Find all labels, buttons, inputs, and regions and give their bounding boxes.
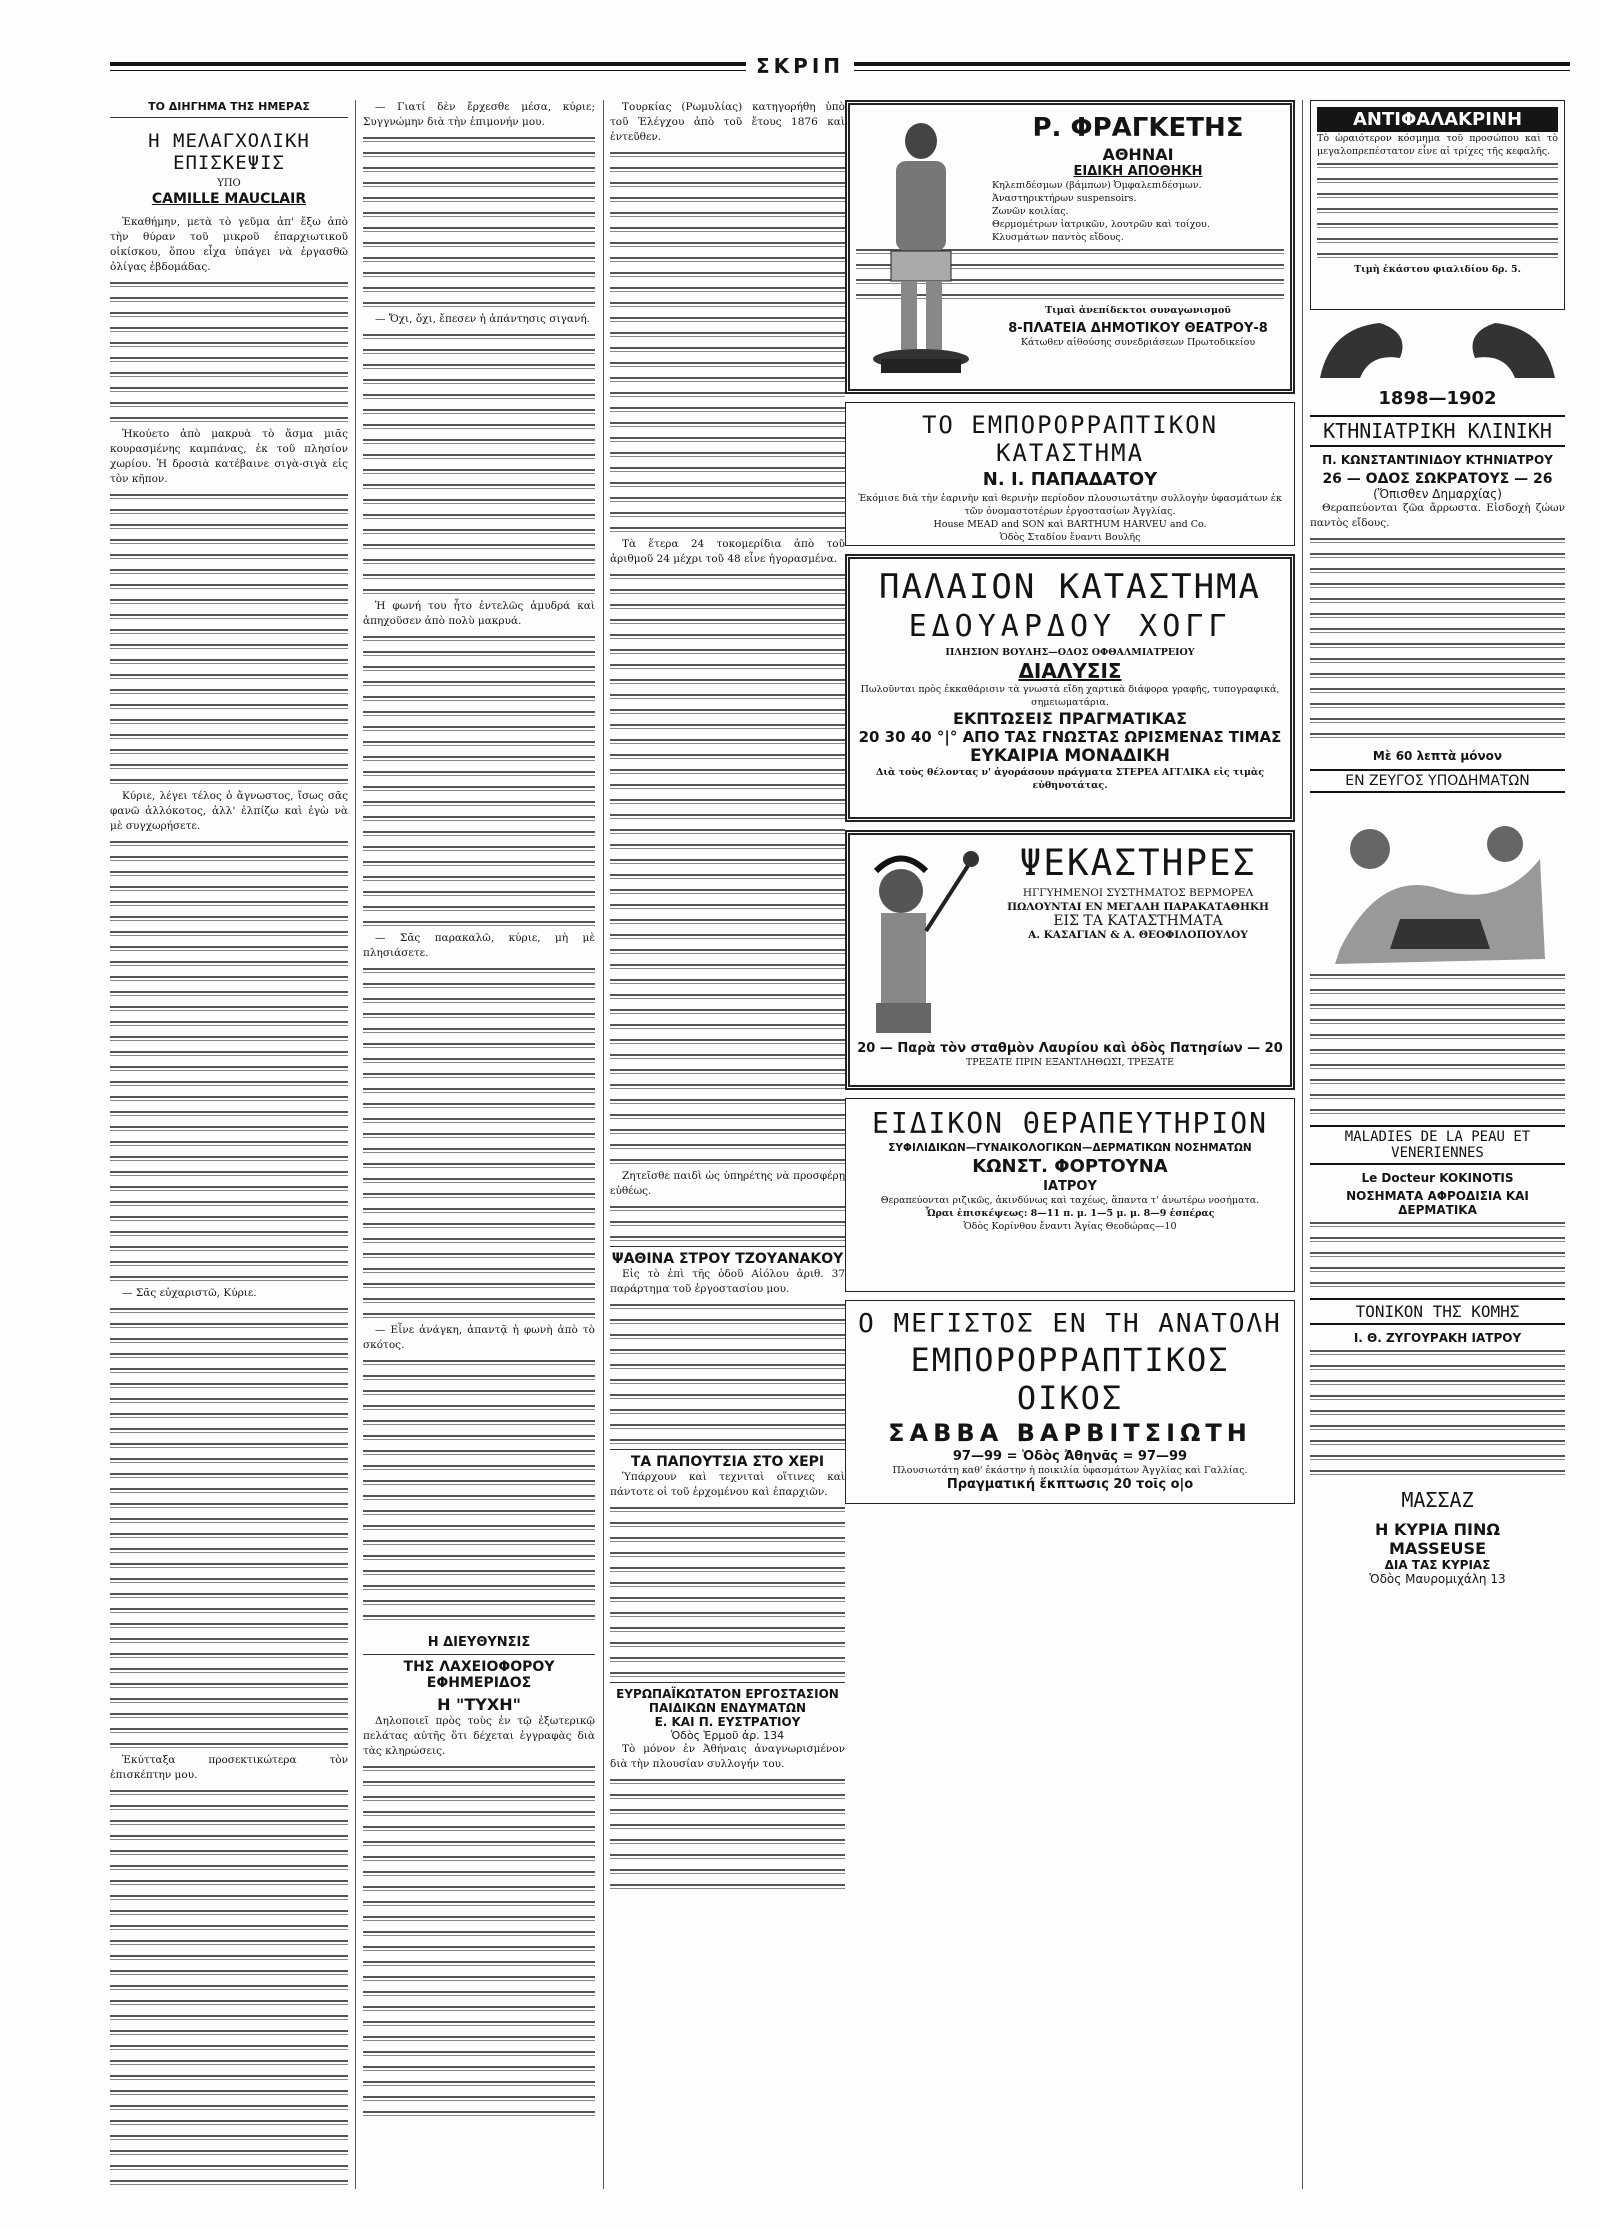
shoes-body — [610, 1470, 845, 1682]
hogg-address: ΠΛΗΣΙΟΝ ΒΟΥΛΗΣ—ΟΔΟΣ ΟΦΘΑΛΜΙΑΤΡΕΙΟΥ — [945, 647, 1195, 658]
clinic-title: ΚΤΗΝΙΑΤΡΙΚΗ ΚΛΙΝΙΚΗ — [1310, 415, 1565, 447]
column-divider — [1302, 100, 1303, 2189]
therapeftirion-doctor: ΚΩΝΣΤ. ΦΟΡΤΟΥΝΑ — [972, 1156, 1168, 1177]
announcement-paper-name: Η "ΤΥΧΗ" — [437, 1695, 521, 1714]
story-paragraph: — Σᾶς παρακαλῶ, κύριε, μὴ μὲ πλησιάσετε. — [363, 932, 595, 959]
frangketis-address: 8-ΠΛΑΤΕΙΑ ΔΗΜΟΤΙΚΟΥ ΘΕΑΤΡΟΥ-8 — [1008, 321, 1268, 336]
statue-illustration — [856, 111, 986, 381]
masthead-title: ΣΚΡΙΠ — [746, 54, 854, 78]
tonic-doctor: Ι. Θ. ΖΥΓΟΥΡΑΚΗ ΙΑΤΡΟΥ — [1353, 1331, 1522, 1345]
ad-therapeftirion — [845, 1098, 1295, 1292]
factory-owner: Ε. ΚΑΙ Π. ΕΥΣΤΡΑΤΙΟΥ — [654, 1715, 801, 1729]
story-paragraph: Ἐκαθήμην, μετὰ τὸ γεῦμα ἀπ' ἔξω ἀπὸ τὴν θύραν τοῦ μικροῦ ἐπαρχιωτικοῦ οἰκίσκου, ὅπου εἶχα ὑπάγει νὰ ἐργασθῶ ὀλίγας ἑβδομάδας. — [110, 216, 348, 273]
shop-heading: ΨΑΘΙΝΑ ΣΤΡΟΥ ΤΖΟΥΑΝΑΚΟΥ — [610, 1246, 845, 1267]
massage-address: Ὁδὸς Μαυρομιχάλη 13 — [1369, 1572, 1506, 1586]
afrodisia-body — [1310, 1217, 1565, 1292]
sprayer-man-illustration — [856, 841, 986, 1041]
frangketis-item: Θερμομέτρων ἰατρικῶν, λουτρῶν καὶ τοίχου. — [992, 219, 1210, 230]
frangketis-subtitle: ΕΙΔΙΚΗ ΑΠΟΘΗΚΗ — [1073, 164, 1203, 179]
story-author: CAMILLE MAUCLAIR — [151, 191, 307, 207]
story-body-continued — [363, 100, 595, 1625]
story-paragraph: — Εἶνε ἀνάγκη, ἀπαντᾷ ἡ φωνὴ ἀπὸ τὸ σκότος. — [363, 1324, 595, 1351]
frangketis-item: Κηλεπιδέσμων (βάμπων) Ὀμφαλεπιδέσμων. — [992, 180, 1202, 191]
therapeftirion-text: Θεραπεύονται ριζικῶς, ἀκινδύνως καὶ ταχέως, ἅπαντα τ' ἀνωτέρω νοσήματα. — [880, 1195, 1260, 1206]
shoes-price: Μὲ 60 λεπτὰ μόνον — [1372, 749, 1503, 763]
maladies-doctor: Le Docteur KOKINOTIS — [1361, 1171, 1514, 1185]
therapeftirion-role: ΙΑΤΡΟΥ — [1043, 1179, 1097, 1194]
story-title: Η ΜΕΛΑΓΧΟΛΙΚΗ ΕΠΙΣΚΕΨΙΣ — [148, 130, 310, 174]
story-body — [110, 215, 348, 2189]
factory-address: Ὁδὸς Ἑρμοῦ ἀρ. 134 — [670, 1729, 785, 1742]
factory-body — [610, 1742, 845, 1894]
hogg-text: Πωλοῦνται πρὸς ἐκκαθάρισιν τὰ γνωστὰ εἴδη χαρτικὰ διάφορα γραφῆς, τυπογραφικά, σημειωματάρια. — [860, 684, 1280, 708]
ad-hogg — [845, 554, 1295, 822]
story-paragraph: Ἐκύτταξα προσεκτικώτερα τὸν ἐπισκέπτην μου. — [110, 1754, 348, 1781]
papadatou-text: Ἐκόμισε διὰ τὴν ἐαρινὴν καὶ θερινὴν περίοδον πλουσιωτάτην συλλογὴν ὑφασμάτων ἐκ τῶν ὀνομαστοτέρων ἐργοστασίων Ἀγγλίας. — [858, 493, 1282, 517]
psekastires-shops: Α. ΚΑΣΑΓΙΑΝ & Α. ΘΕΟΦΙΛΟΠΟΥΛΟΥ — [1028, 929, 1248, 941]
factory-paragraph: Τὸ μόνον ἐν Ἀθήναις ἀναγνωρισμένον διὰ τὴν πλουσίαν συλλογήν του. — [610, 1743, 845, 1770]
hogg-percent: 20 30 40 °|° ΑΠΟ ΤΑΣ ΓΝΩΣΤΑΣ ΩΡΙΣΜΕΝΑΣ ΤΙΜΑΣ — [858, 728, 1282, 746]
shoes-offer: ΕΝ ΖΕΥΓΟΣ ΥΠΟΔΗΜΑΤΩΝ — [1310, 769, 1565, 793]
news-paragraph: Ζητεῖσθε παιδὶ ὡς ὑπηρέτης νὰ προσφέρῃ εὐθέως. — [610, 1170, 845, 1197]
frangketis-item: Κλυσμάτων παντὸς εἴδους. — [992, 232, 1124, 243]
announcement-body — [363, 1714, 595, 2121]
varvitsiotis-title: Ο ΜΕΓΙΣΤΟΣ ΕΝ ΤΗ ΑΝΑΤΟΛΗ — [858, 1309, 1282, 1339]
ad-antifalakrini — [1310, 100, 1565, 310]
therapeftirion-title: ΕΙΔΙΚΟΝ ΘΕΡΑΠΕΥΤΗΡΙΟΝ — [871, 1107, 1268, 1140]
factory-heading: ΕΥΡΩΠΑΪΚΩΤΑΤΟΝ ΕΡΓΟΣΤΑΣΙΟΝ ΠΑΙΔΙΚΩΝ ΕΝΔΥΜΑΤΩΝ — [610, 1682, 845, 1715]
clinic-years: 1898—1902 — [1378, 388, 1497, 409]
papadatou-name: Ν. Ι. ΠΑΠΑΔΑΤΟΥ — [982, 469, 1158, 490]
story-paragraph: — Γιατί δὲν ἔρχεσθε μέσα, κύριε; Συγγνώμην διὰ τὴν ἐπιμονήν μου. — [363, 101, 595, 128]
news-body — [610, 100, 845, 1246]
ad-frangketis — [845, 100, 1295, 394]
massage-role: MASSEUSE — [1388, 1539, 1486, 1558]
column-story-continued — [363, 100, 595, 2189]
varvitsiotis-discount: Πραγματική ἔκπτωσις 20 τοῖς ο|ο — [946, 1477, 1194, 1492]
clinic-address: 26 — ΟΔΟΣ ΣΩΚΡΑΤΟΥΣ — 26 — [1322, 471, 1553, 487]
massage-name: Η ΚΥΡΙΑ ΠΙΝΩ — [1375, 1520, 1500, 1539]
massage-title: ΜΑΣΣΑΖ — [1401, 1488, 1474, 1512]
massage-audience: ΔΙΑ ΤΑΣ ΚΥΡΙΑΣ — [1384, 1558, 1491, 1572]
frangketis-item: Ζωνῶν κοιλίας. — [992, 206, 1069, 217]
shoes-paragraph: Ὑπάρχουν καὶ τεχνιταὶ οἵτινες καὶ πάντοτε οἱ τοῦ ἐρχομένου καὶ ἐπαρχιῶν. — [610, 1471, 845, 1498]
varvitsiotis-name: ΣΑΒΒΑ ΒΑΡΒΙΤΣΙΩΤΗ — [888, 1419, 1252, 1447]
shoe-sale-illustration — [1310, 799, 1565, 969]
papadatou-address: Ὁδὸς Σταδίου ἔναντι Βουλῆς — [999, 532, 1141, 543]
hogg-opportunity: ΕΥΚΑΙΡΙΑ ΜΟΝΑΔΙΚΗ — [969, 746, 1171, 766]
therapeftirion-hours: Ὧραι ἐπισκέψεως: 8—11 π. μ. 1—5 μ. μ. 8—9 ἑσπέρας — [925, 1208, 1215, 1219]
shoes-heading: ΤΑ ΠΑΠΟΥΤΣΙΑ ΣΤΟ ΧΕΡΙ — [610, 1449, 845, 1470]
story-paragraph: Ἡ φωνή του ἦτο ἐντελῶς ἀμυδρά καὶ ἀπηχοῦσεν ἀπὸ πολὺ μακρυά. — [363, 600, 595, 627]
byline-prefix: ΥΠΟ — [217, 178, 241, 189]
psekastires-address: 20 — Παρὰ τὸν σταθμὸν Λαυρίου καὶ ὁδὸς Πατησίων — 20 — [857, 1041, 1283, 1056]
psekastires-line: ΕΙΣ ΤΑ ΚΑΤΑΣΤΗΜΑΤΑ — [1053, 913, 1223, 929]
announcement-heading: Η ΔΙΕΥΘΥΝΣΙΣ — [427, 1635, 531, 1650]
tonic-title: ΤΟΝΙΚΟΝ ΤΗΣ ΚΟΜΗΣ — [1310, 1298, 1565, 1325]
papadatou-houses: House MEAD and SON καὶ BARTHUM HARVEU and Co. — [933, 519, 1207, 530]
antifalakrini-price: Τιμὴ ἑκάστου φιαλιδίου δρ. 5. — [1354, 264, 1521, 275]
column-divider — [603, 100, 604, 2189]
ad-papadatou — [845, 402, 1295, 546]
psekastires-line: ΠΩΛΟΥΝΤΑΙ ΕΝ ΜΕΓΑΛΗ ΠΑΡΑΚΑΤΑΘΗΚΗ — [1007, 901, 1269, 913]
column-divider — [355, 100, 356, 2189]
therapeftirion-sub: ΣΥΦΙΛΙΔΙΚΩΝ—ΓΥΝΑΙΚΟΛΟΓΙΚΩΝ—ΔΕΡΜΑΤΙΚΩΝ ΝΟΣΗΜΑΤΩΝ — [888, 1142, 1252, 1154]
clinic-doctor: Π. ΚΩΝΣΤΑΝΤΙΝΙΔΟΥ ΚΤΗΝΙΑΤΡΟΥ — [1322, 453, 1553, 467]
varvitsiotis-address: 97—99 = Ὁδὸς Ἀθηνᾶς = 97—99 — [952, 1449, 1188, 1464]
shop-paragraph: Εἰς τὸ ἐπὶ τῆς ὁδοῦ Αἰόλου ἀριθ. 37 παράρτημα τοῦ ἐργοστασίου μου. — [610, 1268, 845, 1295]
maladies-title: MALADIES DE LA PEAU ET VENERIENNES — [1310, 1125, 1565, 1165]
ad-psekastires — [845, 830, 1295, 1090]
news-paragraph: Τουρκίας (Ρωμυλίας) κατηγορήθη ὑπὸ τοῦ Ἐλέγχου ἀπὸ τοῦ ἔτους 1876 καὶ ἐντεῦθεν. — [610, 101, 845, 143]
column-news — [610, 100, 845, 2189]
shop-body — [610, 1267, 845, 1449]
tonic-body — [1310, 1345, 1565, 1480]
frangketis-prices: Τιμαὶ ἀνεπίδεκτοι συναγωνισμοῦ — [1045, 305, 1231, 316]
column-advertisements — [845, 100, 1295, 2189]
papadatou-title: ΤΟ ΕΜΠΟΡΟΡΡΑΠΤΙΚΟΝ ΚΑΤΑΣΤΗΜΑ — [921, 411, 1219, 467]
masthead — [0, 54, 1600, 78]
frangketis-name: Ρ. ΦΡΑΓΚΕΤΗΣ — [1032, 113, 1244, 143]
psekastires-slogan: ΤΡΕΞΑΤΕ ΠΡΙΝ ΕΞΑΝΤΛΗΘΩΣΙ, ΤΡΕΞΑΤΕ — [965, 1057, 1175, 1068]
column-classifieds — [1310, 100, 1565, 2189]
afrodisia-title: ΝΟΣΗΜΑΤΑ ΑΦΡΟΔΙΣΙΑ ΚΑΙ ΔΕΡΜΑΤΙΚΑ — [1346, 1189, 1529, 1217]
clinic-paragraph: Θεραπεύονται ζῶα ἄρρωστα. Εἰσδοχὴ ζώων παντὸς εἴδους. — [1310, 502, 1565, 529]
varvitsiotis-text: Πλουσιωτάτη καθ' ἑκάστην ἡ ποικιλία ὑφασμάτων Ἀγγλίας καὶ Γαλλίας. — [892, 1465, 1248, 1476]
clinic-body — [1310, 501, 1565, 743]
therapeftirion-address: Ὁδὸς Κορίνθου ἔναντι Ἁγίας Θεοδώρας—10 — [963, 1221, 1177, 1232]
psekastires-line: ΗΓΓΥΗΜΕΝΟΙ ΣΥΣΤΗΜΑΤΟΣ ΒΕΡΜΟΡΕΛ — [1022, 887, 1254, 899]
varvitsiotis-subtitle: ΕΜΠΟΡΟΡΡΑΠΤΙΚΟΣ ΟΙΚΟΣ — [910, 1341, 1230, 1417]
frangketis-item: Ἀναστηρικτήρων suspensoirs. — [992, 193, 1137, 204]
hogg-discounts: ΕΚΠΤΩΣΕΙΣ ΠΡΑΓΜΑΤΙΚΑΣ — [952, 709, 1188, 728]
psekastires-title: ΨΕΚΑΣΤΗΡΕΣ — [1019, 843, 1257, 884]
frangketis-city: ΑΘΗΝΑΙ — [1102, 145, 1174, 164]
announcement-paragraph: Δηλοποιεῖ πρὸς τοὺς ἐν τῷ ἐξωτερικῷ πελάτας αὐτῆς ὅτι δέχεται ἐγγραφὰς διὰ τὰς κληρώσεις. — [363, 1715, 595, 1757]
frangketis-address-note: Κάτωθεν αἰθούσης συνεδριάσεων Πρωτοδικείου — [1020, 337, 1256, 348]
story-paragraph: — Σᾶς εὐχαριστῶ, Κύριε. — [122, 1287, 257, 1299]
story-kicker: ΤΟ ΔΙΗΓΗΜΑ ΤΗΣ ΗΜΕΡΑΣ — [110, 100, 348, 118]
shoes-body — [1310, 969, 1565, 1119]
column-story — [110, 100, 348, 2189]
antifalakrini-title: ΑΝΤΙΦΑΛΑΚΡΙΝΗ — [1317, 107, 1558, 132]
hogg-sale: ΔΙΑΛΥΣΙΣ — [1018, 659, 1122, 683]
clinic-address-note: (Ὄπισθεν Δημαρχίας) — [1373, 487, 1502, 501]
antifalakrini-text: Τὸ ὡραιότερον κόσμημα τοῦ προσώπου καὶ τὸ μεγαλοπρεπέστατον εἶνε αἱ τρίχες τῆς κεφαλῆς. — [1317, 133, 1558, 157]
ad-varvitsiotis — [845, 1300, 1295, 1504]
news-paragraph: Τὰ ἕτερα 24 τοκομερίδια ἀπὸ τοῦ ἀριθμοῦ 24 μέχρι τοῦ 48 εἶνε ἠγορασμένα. — [610, 538, 845, 565]
announcement-subheading: ΤΗΣ ΛΑΧΕΙΟΦΟΡΟΥ ΕΦΗΜΕΡΙΔΟΣ — [363, 1654, 595, 1691]
hogg-title: ΠΑΛΑΙΟΝ ΚΑΤΑΣΤΗΜΑ — [879, 567, 1261, 607]
horses-illustration — [1310, 318, 1565, 388]
hogg-closing: Διὰ τοὺς θέλοντας ν' ἀγοράσουν πράγματα ΣΤΕΡΕΑ ΑΓΓΛΙΚΑ εἰς τιμὰς εὐθηνοτάτας. — [875, 767, 1264, 791]
story-paragraph: Κύριε, λέγει τέλος ὁ ἄγνωστος, ἴσως σᾶς φανῶ ἀλλόκοτος, ἀλλ' ἐλπίζω καὶ ἐγὼ νὰ μὲ συγχωρήσετε. — [110, 790, 348, 832]
story-paragraph: — Ὄχι, ὄχι, ἔπεσεν ἡ ἀπάντησις σιγανή. — [375, 313, 590, 325]
hogg-name: ΕΔΟΥΑΡΔΟΥ ΧΟΓΓ — [908, 609, 1232, 644]
story-paragraph: Ἠκούετο ἀπὸ μακρυὰ τὸ ἄσμα μιᾶς κουρασμένης καμπάνας, ἐκ τοῦ πλησίον χωρίου. Ἡ δροσιὰ κατέβαινε σιγὰ-σιγὰ εἰς τὸν κῆπον. — [110, 428, 348, 485]
